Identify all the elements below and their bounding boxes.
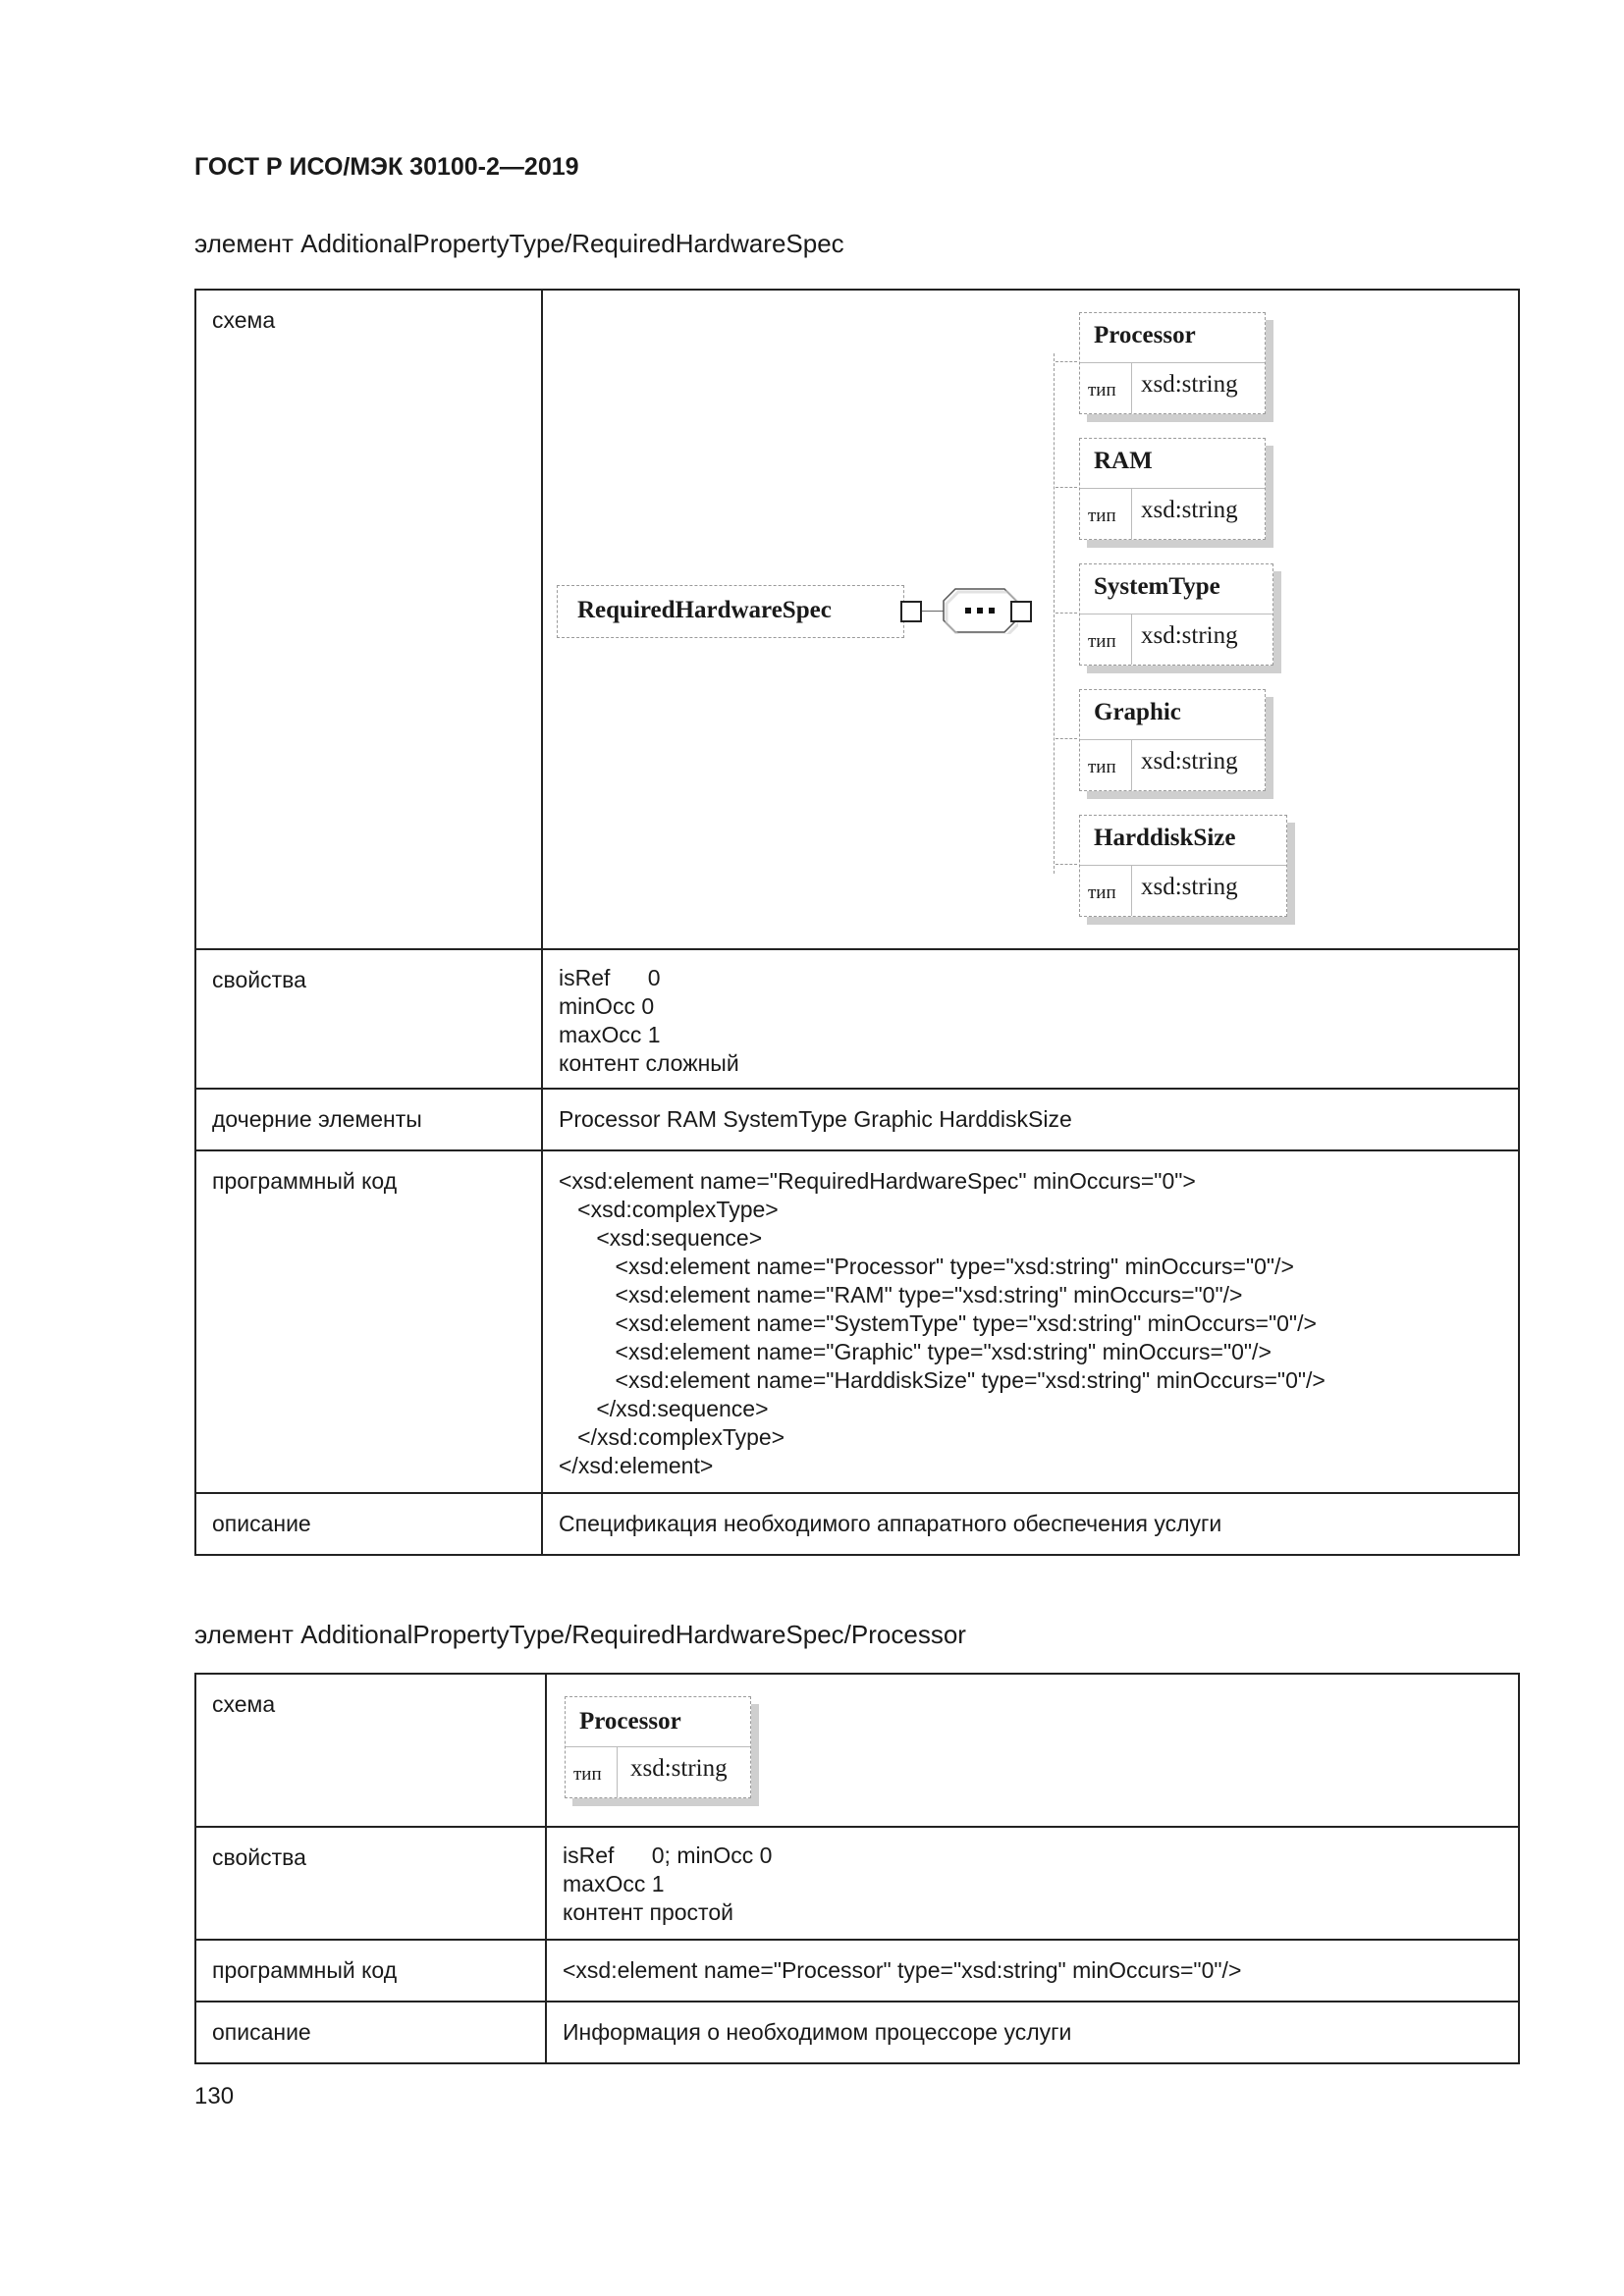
row-label-description: описание	[195, 1493, 542, 1555]
type-value: xsd:string	[630, 1755, 728, 1782]
table-row-properties	[195, 1827, 1519, 1940]
property-line: minOcc 0	[559, 993, 655, 1019]
root-element-name: RequiredHardwareSpec	[577, 597, 832, 623]
root-expand-square[interactable]	[900, 601, 922, 622]
row-label-code: программный код	[195, 1150, 542, 1493]
child-element-box	[1079, 563, 1273, 666]
type-value: xsd:string	[1141, 497, 1238, 523]
row-label-properties: свойства	[195, 1827, 546, 1940]
child-connector	[1056, 738, 1077, 739]
code-line: <xsd:element name="SystemType" type="xsd:string" minOccurs="0"/>	[559, 1310, 1317, 1336]
element-divider	[1080, 488, 1265, 489]
page-number: 130	[194, 2083, 235, 2109]
element-divider	[566, 1746, 750, 1747]
type-separator	[617, 1747, 618, 1797]
table-row-properties	[195, 949, 1519, 1089]
description-value: Спецификация необходимого аппаратного обеспечения услуги	[542, 1493, 1519, 1555]
element-name: Graphic	[1094, 699, 1181, 725]
row-label-schema: схема	[195, 290, 542, 949]
section-title-required-hardware-spec: элемент AdditionalPropertyType/RequiredHardwareSpec	[194, 229, 844, 258]
table-row-code	[195, 1150, 1519, 1493]
code-line: <xsd:element name="Graphic" type="xsd:string" minOccurs="0"/>	[559, 1339, 1272, 1364]
type-separator	[1131, 363, 1132, 413]
child-connector	[1056, 361, 1077, 362]
property-line: maxOcc 1	[563, 1871, 665, 1896]
spec-table-processor	[194, 1673, 1520, 2064]
type-label: тип	[1088, 506, 1116, 526]
code-value	[542, 1150, 1519, 1493]
root-element-box	[557, 585, 904, 638]
description-value: Информация о необходимом процессоре услуги	[546, 2002, 1519, 2063]
code-value: <xsd:element name="Processor" type="xsd:string" minOccurs="0"/>	[546, 1940, 1519, 2002]
code-line: </xsd:element>	[559, 1453, 714, 1478]
table-row-code	[195, 1940, 1519, 2002]
element-name: RAM	[1094, 448, 1153, 474]
child-connector	[1056, 864, 1077, 865]
child-element-box	[1079, 689, 1266, 791]
table-row-children	[195, 1089, 1519, 1150]
section-title-processor: элемент AdditionalPropertyType/RequiredHardwareSpec/Processor	[194, 1620, 966, 1649]
child-connector	[1056, 613, 1077, 614]
schema-diagram	[543, 291, 1427, 911]
element-name: SystemType	[1094, 573, 1220, 600]
type-value: xsd:string	[1141, 748, 1238, 774]
table-row-schema	[195, 290, 1519, 949]
element-name: Processor	[1094, 322, 1196, 348]
code-line: </xsd:sequence>	[559, 1396, 769, 1421]
property-line: isRef 0	[559, 965, 661, 990]
properties-value	[546, 1827, 1519, 1940]
row-label-children: дочерние элементы	[195, 1089, 542, 1150]
child-element-box	[1079, 438, 1266, 540]
code-line: <xsd:element name="RAM" type="xsd:string" minOccurs="0"/>	[559, 1282, 1243, 1308]
element-name: HarddiskSize	[1094, 825, 1236, 851]
property-line: контент простой	[563, 1899, 733, 1925]
type-label: тип	[1088, 380, 1116, 400]
code-line: <xsd:element name="RequiredHardwareSpec" minOccurs="0">	[559, 1168, 1196, 1194]
row-label-code: программный код	[195, 1940, 546, 2002]
sequence-expand-square[interactable]	[1010, 601, 1032, 622]
document-header: ГОСТ Р ИСО/МЭК 30100-2—2019	[194, 153, 579, 181]
code-line: <xsd:element name="HarddiskSize" type="xsd:string" minOccurs="0"/>	[559, 1367, 1326, 1393]
table-row-description	[195, 1493, 1519, 1555]
property-line: isRef 0; minOcc 0	[563, 1842, 773, 1868]
row-label-schema: схема	[195, 1674, 546, 1827]
element-divider	[1080, 865, 1286, 866]
code-line: <xsd:complexType>	[559, 1197, 779, 1222]
child-connector	[1056, 487, 1077, 488]
child-element-box	[1079, 815, 1287, 917]
property-line: maxOcc 1	[559, 1022, 661, 1047]
type-value: xsd:string	[1141, 371, 1238, 398]
element-divider	[1080, 739, 1265, 740]
table-row-schema	[195, 1674, 1519, 1827]
type-separator	[1131, 740, 1132, 790]
row-label-properties: свойства	[195, 949, 542, 1089]
schema-diagram	[547, 1675, 1431, 1822]
code-line: <xsd:element name="Processor" type="xsd:string" minOccurs="0"/>	[559, 1254, 1294, 1279]
sequence-compositor-icon	[942, 587, 1018, 634]
type-value: xsd:string	[1141, 874, 1238, 900]
element-name: Processor	[579, 1708, 681, 1735]
processor-element-box	[565, 1696, 751, 1798]
type-value: xsd:string	[1141, 622, 1238, 649]
type-label: тип	[1088, 882, 1116, 903]
type-separator	[1131, 614, 1132, 665]
type-separator	[1131, 489, 1132, 539]
spec-table-required-hardware-spec	[194, 289, 1520, 1556]
code-line: </xsd:complexType>	[559, 1424, 785, 1450]
type-label: тип	[1088, 631, 1116, 652]
element-divider	[1080, 362, 1265, 363]
type-label: тип	[1088, 757, 1116, 777]
children-bracket-line	[1054, 353, 1055, 874]
type-separator	[1131, 866, 1132, 916]
schema-diagram-cell	[546, 1674, 1519, 1827]
row-label-description: описание	[195, 2002, 546, 2063]
schema-diagram-cell	[542, 290, 1519, 949]
code-line: <xsd:sequence>	[559, 1225, 763, 1251]
table-row-description	[195, 2002, 1519, 2063]
type-label: тип	[573, 1764, 602, 1785]
properties-value	[542, 949, 1519, 1089]
child-element-box	[1079, 312, 1266, 414]
children-value: Processor RAM SystemType Graphic HarddiskSize	[542, 1089, 1519, 1150]
property-line: контент сложный	[559, 1050, 739, 1076]
